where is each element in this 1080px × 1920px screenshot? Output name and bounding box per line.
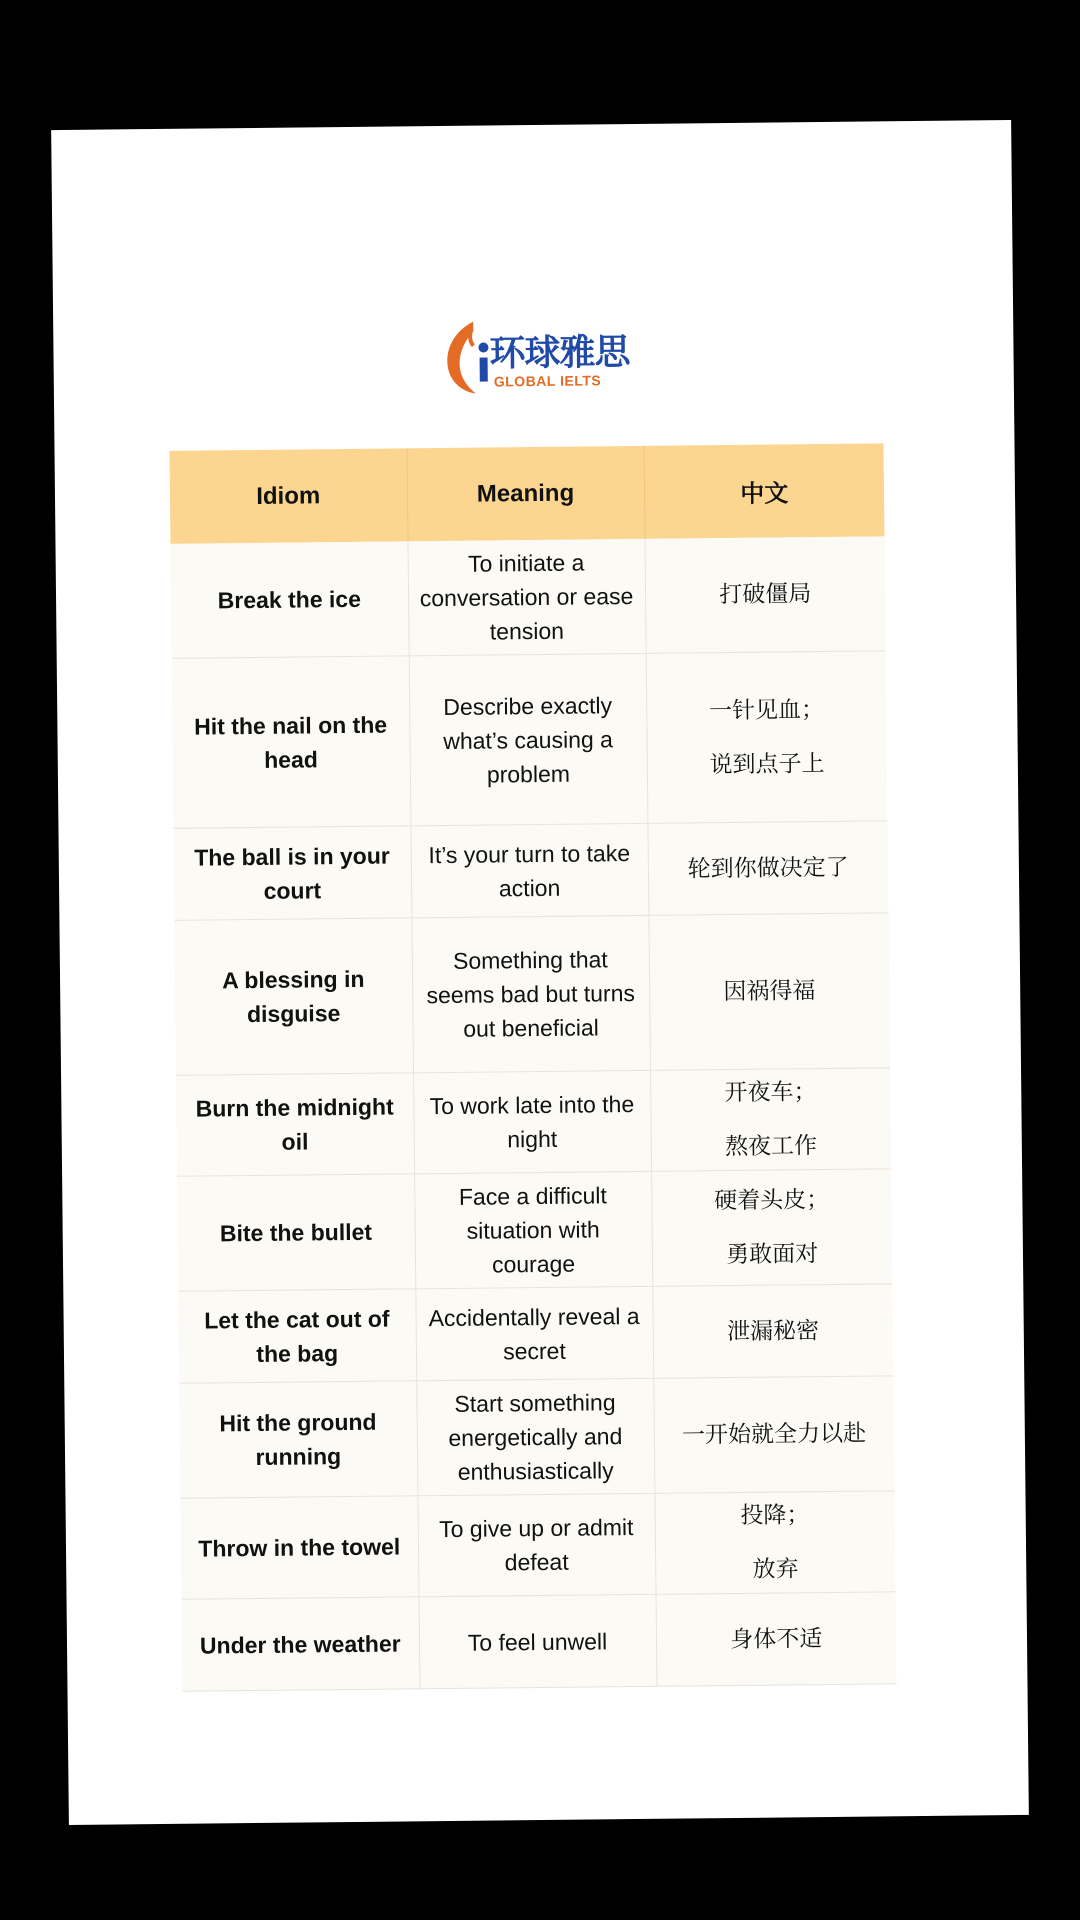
chinese-cell [647,821,888,916]
chinese-line: 熬夜工作 [724,1133,818,1161]
document-page [51,120,1029,1825]
table-row [174,913,890,1075]
idiom-cell: Burn the midnight oil [176,1073,414,1176]
idiom-cell: Hit the ground running [179,1381,417,1498]
chinese-line: 因祸得福 [723,978,816,1006]
meaning-cell: It’s your turn to take action [410,823,648,917]
idiom-table [170,443,897,1691]
meaning-cell: To give up or admit defeat [417,1493,655,1596]
meaning-cell: Describe exactly what’s causing a problem [409,653,648,825]
table-row [176,1068,891,1176]
idiom-cell: Throw in the towel [180,1496,418,1599]
table-row [173,821,888,920]
idiom-cell: Under the weather [182,1597,420,1691]
table-row [182,1592,897,1691]
chinese-line: 打破僵局 [719,581,812,609]
meaning-cell: Face a difficult situation with courage [414,1171,652,1288]
idiom-cell: Let the cat out of the bag [178,1289,416,1383]
chinese-cell [653,1376,894,1494]
chinese-cell [650,1068,891,1172]
chinese-line: 放弃 [752,1556,799,1583]
idiom-cell: Hit the nail on the head [172,656,411,828]
chinese-line: 开夜车； [724,1079,817,1107]
chinese-cell [646,651,888,824]
table-row [178,1284,893,1383]
table-row [180,1491,895,1599]
chinese-line: 说到点子上 [709,750,825,778]
chinese-line: 投降； [740,1502,810,1529]
chinese-cell [648,913,890,1071]
chinese-line: 一针见血； [708,696,825,724]
logo-chinese-text: 环球雅思 [489,332,630,375]
chinese-line: 泄漏秘密 [726,1317,820,1345]
idiom-cell: The ball is in your court [173,826,411,920]
chinese-cell [652,1284,893,1379]
table-header-row [170,443,885,543]
table-row [177,1169,892,1291]
chinese-line: 轮到你做决定了 [687,854,849,882]
chinese-line: 硬着头皮； [714,1186,830,1215]
logo-english-text: GLOBAL IELTS [493,372,602,390]
table-row [170,536,885,658]
header-meaning: Meaning [407,446,645,541]
chinese-cell [656,1592,897,1687]
header-chinese: 中文 [643,443,884,539]
chinese-line: 一开始就全力以赴 [681,1420,867,1449]
header-idiom: Idiom [170,448,408,543]
meaning-cell: To initiate a conversation or ease tension [407,539,645,656]
meaning-cell: Something that seems bad but turns out beneficial [411,915,650,1072]
idiom-cell: A blessing in disguise [174,918,413,1075]
chinese-cell [644,536,885,653]
global-ielts-logo [443,316,630,398]
idiom-cell: Break the ice [170,541,408,658]
meaning-cell: To feel unwell [419,1594,657,1688]
chinese-cell [651,1169,892,1287]
table-row [172,651,888,828]
chinese-line: 身体不适 [730,1625,823,1653]
idiom-cell: Bite the bullet [177,1174,415,1291]
meaning-cell: Start something energetically and enthusiastically [416,1378,654,1495]
chinese-cell [654,1491,895,1595]
chinese-line: 勇敢面对 [726,1241,819,1269]
meaning-cell: Accidentally reveal a secret [415,1286,653,1380]
logo-mark-icon [443,317,496,398]
table-row [179,1376,894,1498]
meaning-cell: To work late into the night [413,1070,651,1173]
